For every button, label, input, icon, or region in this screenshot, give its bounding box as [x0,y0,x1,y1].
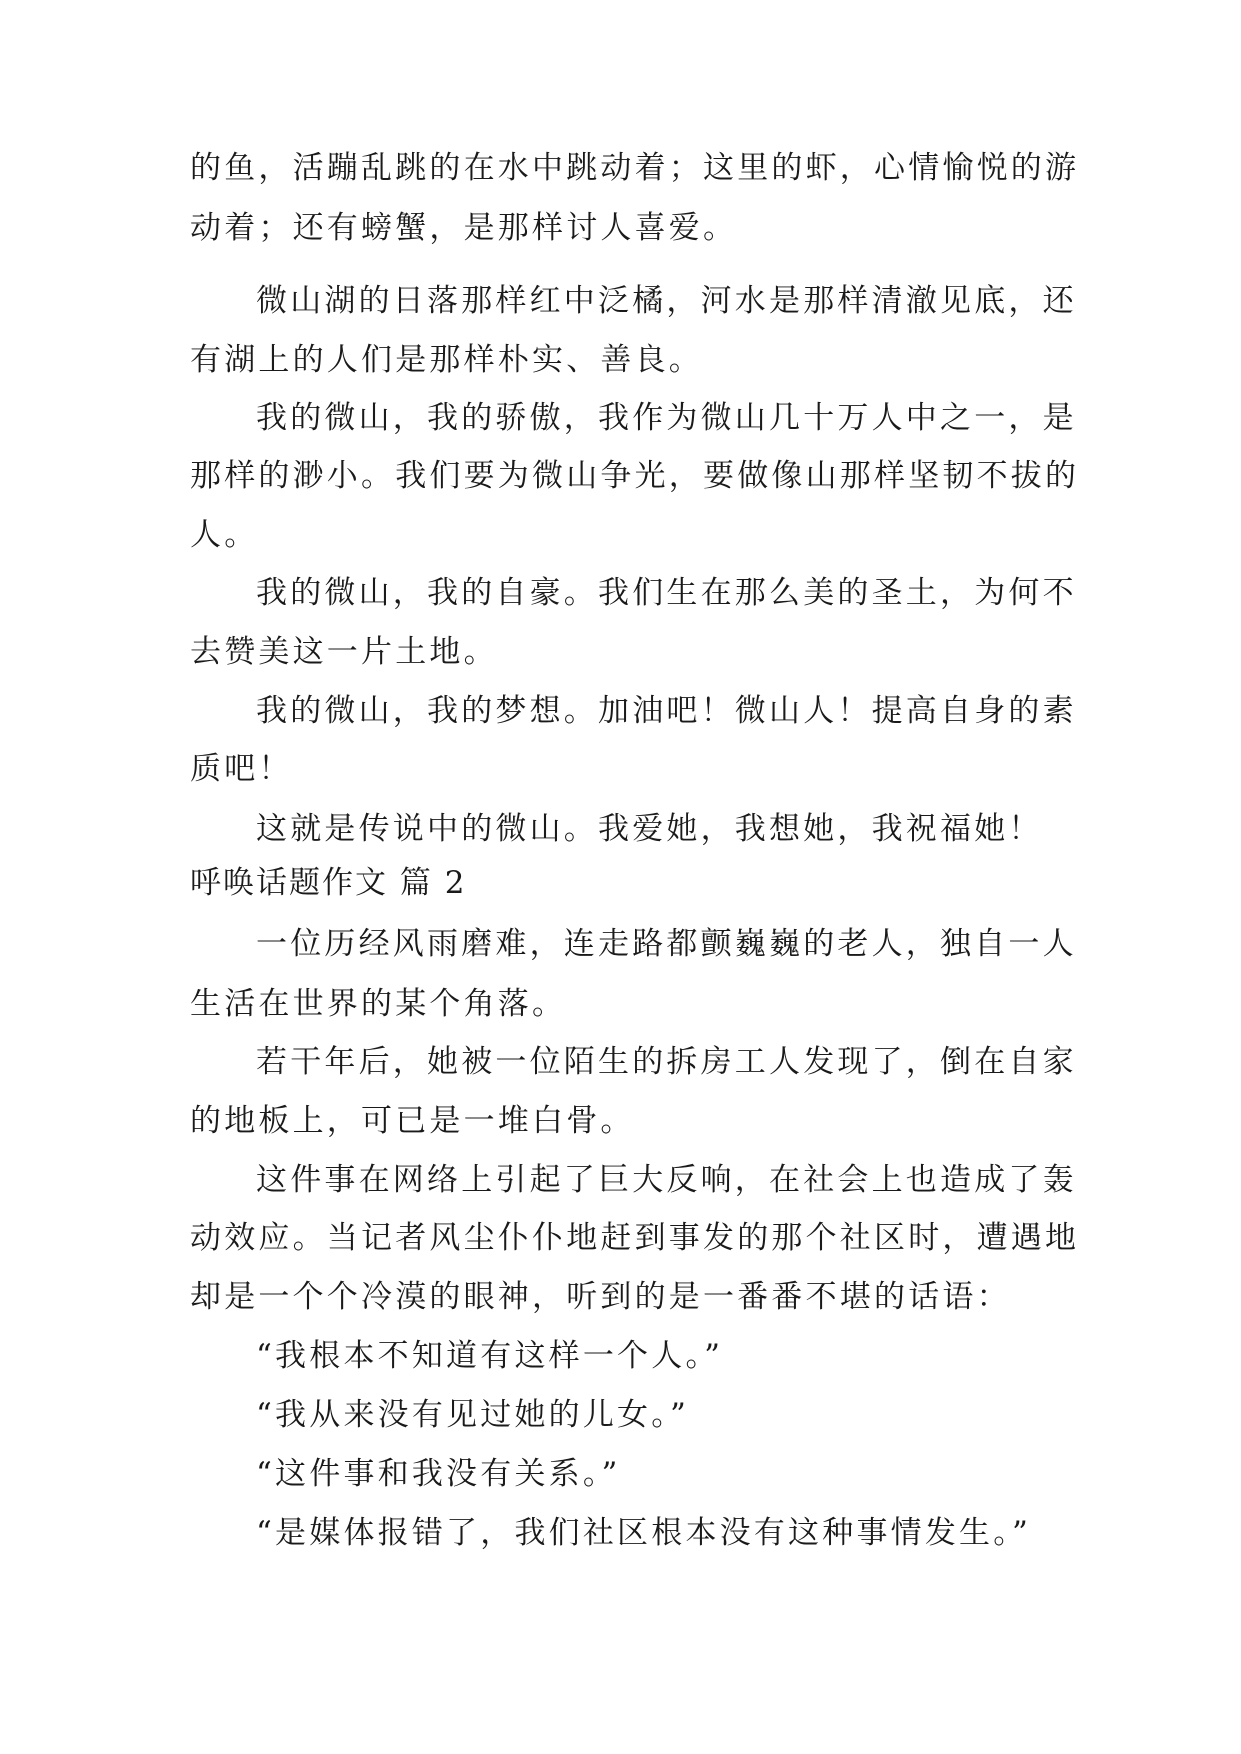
paragraph-line: 我的微山，我的自豪。我们生在那么美的圣土，为何不 [256,575,1077,611]
text-line: 有湖上的人们是那样朴实、善良。 [190,342,703,378]
text-line: 的鱼，活蹦乱跳的在水中跳动着；这里的虾，心情愉悦的游 [190,150,1080,186]
quote-line: “我从来没有见过她的儿女。” [256,1397,689,1433]
text-line: 动效应。当记者风尘仆仆地赶到事发的那个社区时，遭遇地 [190,1220,1080,1256]
text-line: 质吧！ [190,751,293,787]
paragraph-line: 我的微山，我的骄傲，我作为微山几十万人中之一，是 [256,400,1077,436]
paragraph-line: 微山湖的日落那样红中泛橘，河水是那样清澈见底，还 [256,283,1077,319]
text-line: 的地板上，可已是一堆白骨。 [190,1103,635,1139]
quote-line: “是媒体报错了，我们社区根本没有这种事情发生。” [256,1515,1031,1551]
text-line: 生活在世界的某个角落。 [190,986,567,1022]
paragraph-line: 这就是传说中的微山。我爱她，我想她，我祝福她！ [256,811,1043,847]
paragraph-line: 一位历经风雨磨难，连走路都颤巍巍的老人，独自一人 [256,926,1077,962]
text-line: 动着；还有螃蟹，是那样讨人喜爱。 [190,210,738,246]
text-line: 去赞美这一片土地。 [190,634,498,670]
text-line: 那样的渺小。我们要为微山争光，要做像山那样坚韧不拔的 [190,458,1080,494]
paragraph-line: 若干年后，她被一位陌生的拆房工人发现了，倒在自家 [256,1044,1077,1080]
paragraph-line: 这件事在网络上引起了巨大反响，在社会上也造成了轰 [256,1162,1077,1198]
text-line: 人。 [190,517,259,553]
quote-line: “这件事和我没有关系。” [256,1456,621,1492]
text-line: 却是一个个冷漠的眼神，听到的是一番番不堪的话语： [190,1279,1011,1315]
paragraph-line: 我的微山，我的梦想。加油吧！微山人！提高自身的素 [256,693,1077,729]
quote-line: “我根本不知道有这样一个人。” [256,1338,724,1374]
section-heading: 呼唤话题作文 篇 2 [190,865,467,901]
